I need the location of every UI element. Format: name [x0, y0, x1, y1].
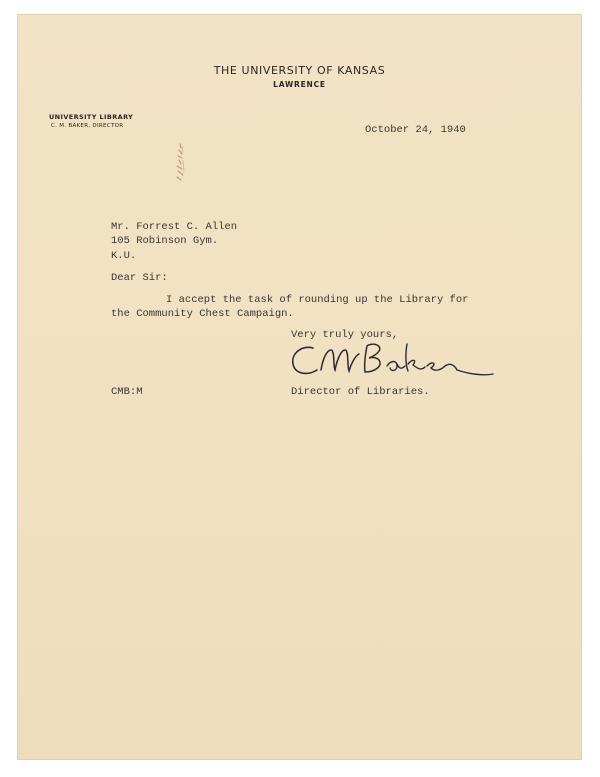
recipient-place: K.U.: [111, 250, 137, 262]
letterhead-department: UNIVERSITY LIBRARY: [49, 113, 134, 121]
letterhead-title: THE UNIVERSITY OF KANSAS: [213, 64, 386, 77]
letter-date: October 24, 1940: [365, 124, 466, 136]
letter-page: [17, 14, 582, 760]
reference-initials: CMB:M: [111, 386, 143, 398]
salutation: Dear Sir:: [111, 272, 168, 284]
body-line: the Community Chest Campaign.: [111, 308, 294, 320]
closing: Very truly yours,: [291, 329, 399, 341]
recipient-address: 105 Robinson Gym.: [111, 235, 219, 247]
signer-title: Director of Libraries.: [291, 386, 430, 398]
body-line: I accept the task of rounding up the Library for: [166, 294, 469, 306]
handwritten-signature: [287, 336, 497, 386]
pencil-mark-icon: [173, 142, 189, 184]
recipient-name: Mr. Forrest C. Allen: [111, 221, 238, 233]
letterhead-director: C. M. BAKER, DIRECTOR: [51, 123, 124, 129]
letterhead-city: LAWRENCE: [273, 80, 326, 89]
